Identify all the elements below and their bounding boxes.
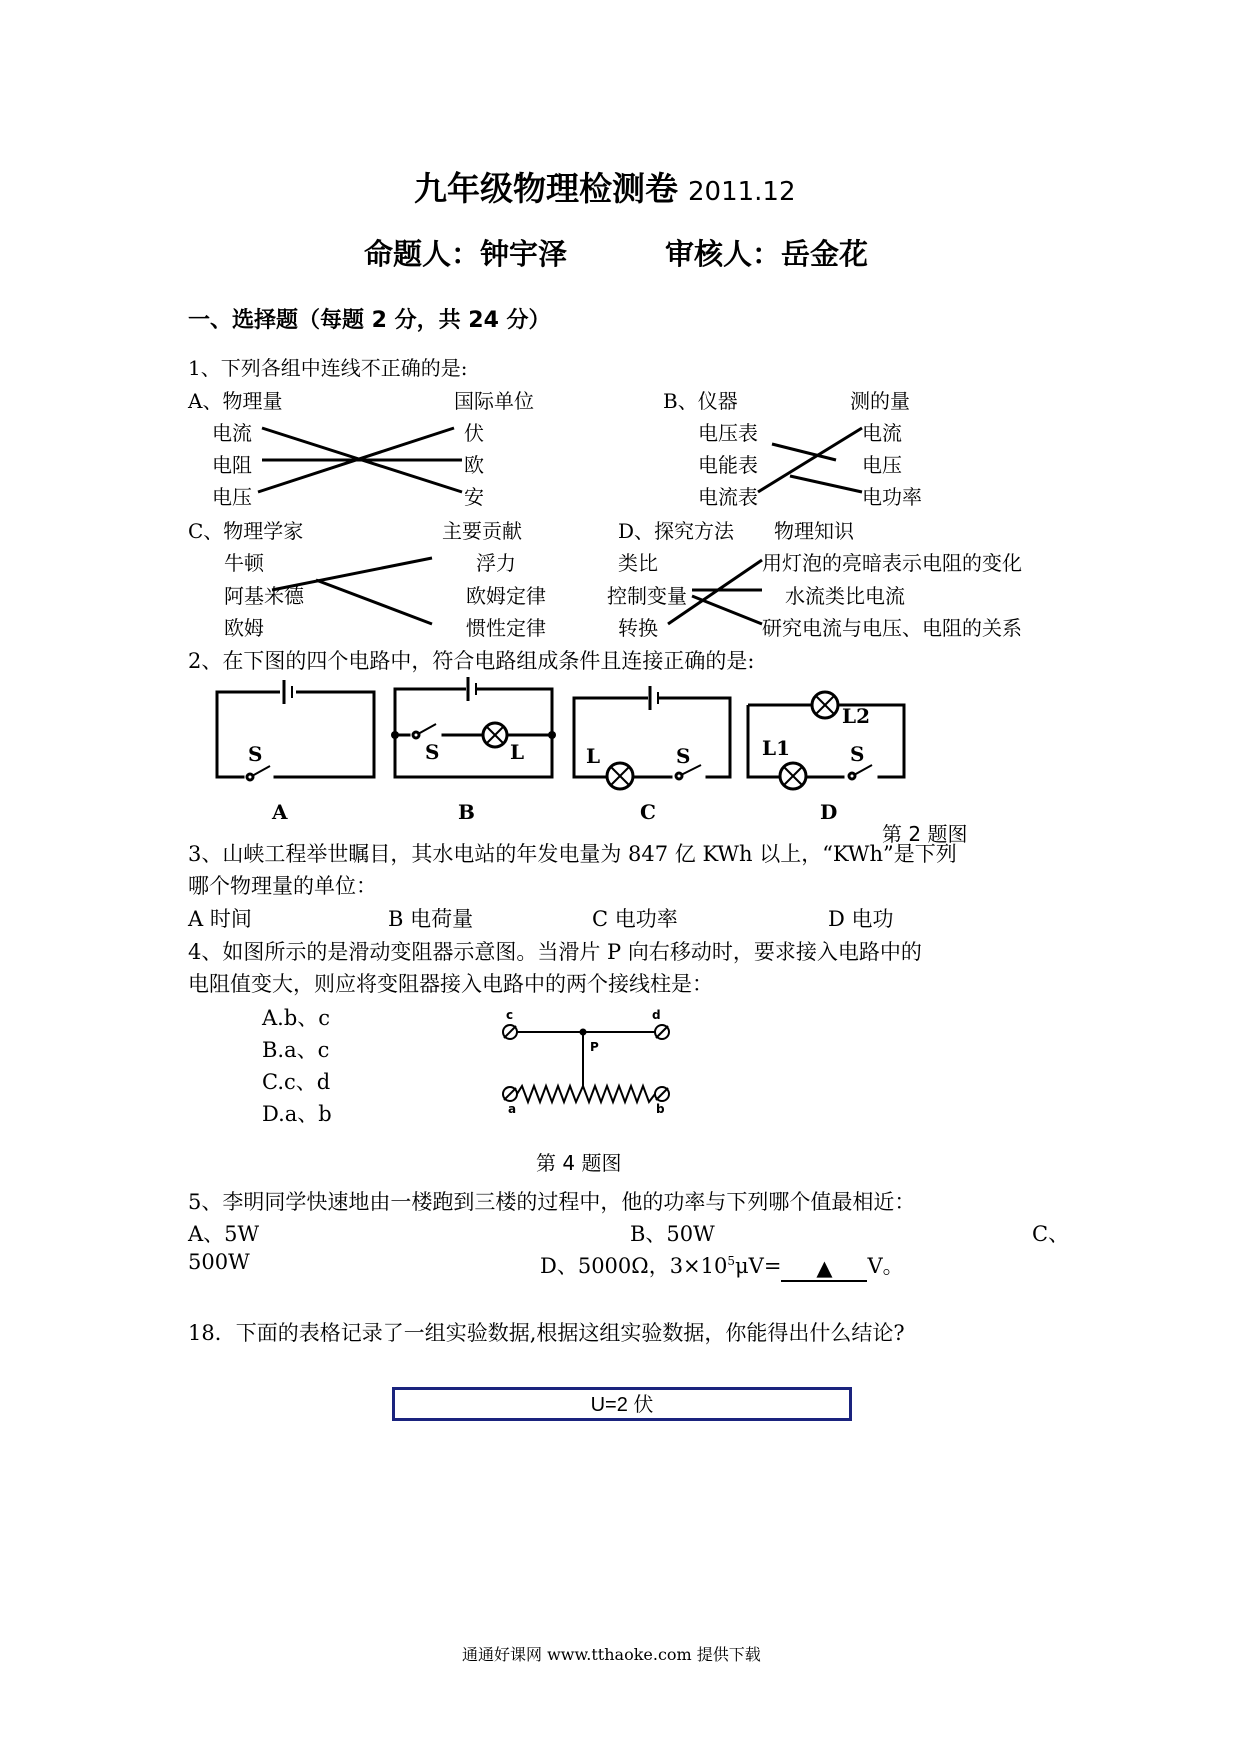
q1a-right-1: 伏 bbox=[464, 421, 484, 445]
q1b-left-2: 电能表 bbox=[698, 453, 758, 477]
q1a-header-1: A、物理量 bbox=[188, 389, 283, 413]
q1d-right-3: 研究电流与电压、电阻的关系 bbox=[762, 616, 1022, 640]
q1a-left-1: 电流 bbox=[212, 421, 252, 445]
q1c-right-1: 浮力 bbox=[476, 551, 516, 575]
q3-stem-line1: 3、山峡工程举世瞩目，其水电站的年发电量为 847 亿 KWh 以上，“KWh”是下列 bbox=[188, 842, 957, 866]
circuit-c-switch-label: S bbox=[676, 744, 691, 768]
q1b-header-1: B、仪器 bbox=[663, 389, 738, 413]
terminal-label-c: c bbox=[506, 1008, 514, 1022]
circuit-label-a: A bbox=[272, 800, 288, 824]
q1a-left-3: 电压 bbox=[212, 485, 252, 509]
circuit-c-lamp-label: L bbox=[586, 744, 601, 768]
q5-exponent: 5 bbox=[727, 1254, 736, 1268]
q2-caption: 第 2 题图 bbox=[882, 822, 968, 846]
q2-stem: 2、在下图的四个电路中，符合电路组成条件且连接正确的是: bbox=[188, 649, 755, 673]
q1a-header-2: 国际单位 bbox=[454, 389, 534, 413]
q4-stem-line2: 电阻值变大，则应将变阻器接入电路中的两个接线柱是： bbox=[188, 972, 713, 996]
q1d-header-2: 物理知识 bbox=[774, 519, 854, 543]
slider-label-p: P bbox=[590, 1040, 599, 1054]
terminal-label-d: d bbox=[652, 1008, 661, 1022]
q1d-left-3: 转换 bbox=[618, 616, 658, 640]
q5-unit: μV= bbox=[735, 1254, 782, 1278]
lamp2-letter: L2 bbox=[842, 704, 870, 728]
q5-option-a: A、5W bbox=[188, 1222, 260, 1246]
title-date: 2011.12 bbox=[688, 177, 796, 207]
answer-blank bbox=[781, 1256, 867, 1282]
terminal-label-b: b bbox=[656, 1102, 665, 1116]
q5-stem: 5、李明同学快速地由一楼跑到三楼的过程中，他的功率与下列哪个值最相近： bbox=[188, 1190, 916, 1214]
q1c-right-3: 惯性定律 bbox=[466, 616, 546, 640]
q3-option-b: B 电荷量 bbox=[388, 907, 474, 931]
circuit-d-switch-label: S bbox=[850, 742, 865, 766]
q1c-left-2: 阿基米德 bbox=[224, 584, 304, 608]
q1c-left-1: 牛顿 bbox=[224, 551, 264, 575]
q4-option-b: B.a、c bbox=[262, 1038, 330, 1062]
q4-option-a: A.b、c bbox=[262, 1006, 331, 1030]
q1a-left-2: 电阻 bbox=[212, 453, 252, 477]
title-text: 九年级物理检测卷 bbox=[414, 169, 678, 208]
q4-stem-line1: 4、如图所示的是滑动变阻器示意图。当滑片 P 向右移动时，要求接入电路中的 bbox=[188, 940, 922, 964]
q5-tail: V。 bbox=[867, 1254, 904, 1278]
q5-option-d-text: D、5000Ω，3×10 bbox=[540, 1254, 728, 1278]
terminal-label-a: a bbox=[508, 1102, 517, 1116]
resistance-coil bbox=[517, 1086, 655, 1102]
q1b-header-2: 测的量 bbox=[850, 389, 910, 413]
q3-stem-line2: 哪个物理量的单位： bbox=[188, 874, 377, 898]
circuit-label-d: D bbox=[820, 800, 838, 824]
q5-option-d bbox=[540, 1250, 904, 1280]
q1c-left-3: 欧姆 bbox=[224, 616, 264, 640]
q4-option-d: D.a、b bbox=[262, 1102, 332, 1126]
q1c-right-2: 欧姆定律 bbox=[466, 584, 546, 608]
q1a-right-2: 欧 bbox=[464, 453, 484, 477]
q1c-header-1: C、物理学家 bbox=[188, 519, 304, 543]
q1d-left-1: 类比 bbox=[618, 551, 658, 575]
q1c-header-2: 主要贡献 bbox=[442, 519, 522, 543]
q1b-right-1: 电流 bbox=[862, 421, 902, 445]
triangle-marker-icon: ▲ bbox=[816, 1256, 833, 1280]
q1-stem: 1、下列各组中连线不正确的是: bbox=[188, 356, 468, 380]
q5-option-b: B、50W bbox=[630, 1222, 715, 1246]
q1d-left-2: 控制变量 bbox=[607, 584, 687, 608]
q1b-left-1: 电压表 bbox=[698, 421, 758, 445]
reviewer-line: 审核人：岳金花 bbox=[665, 237, 869, 271]
q3-option-d: D 电功 bbox=[828, 907, 894, 931]
circuit-label-c: C bbox=[640, 800, 656, 824]
q3-option-a: A 时间 bbox=[188, 907, 252, 931]
section-heading: 一、选择题（每题 2 分，共 24 分） bbox=[188, 308, 551, 333]
q1a-right-3: 安 bbox=[464, 485, 484, 509]
footer-credit: 通通好课网 www.tthaoke.com 提供下载 bbox=[462, 1645, 761, 1664]
q1d-right-1: 用灯泡的亮暗表示电阻的变化 bbox=[762, 551, 1022, 575]
q5-option-c-cont: 500W bbox=[188, 1250, 250, 1274]
q1b-right-3: 电功率 bbox=[862, 485, 922, 509]
q4-option-c: C.c、d bbox=[262, 1070, 331, 1094]
circuit-b-lamp-label: L bbox=[510, 740, 525, 764]
q1d-header-1: D、探究方法 bbox=[618, 519, 735, 543]
author-line: 命题人：钟宇泽 bbox=[364, 237, 568, 271]
circuit-b-switch-label: S bbox=[425, 740, 440, 764]
q3-option-c: C 电功率 bbox=[592, 907, 678, 931]
q1b-left-3: 电流表 bbox=[698, 485, 758, 509]
q4-caption: 第 4 题图 bbox=[536, 1151, 622, 1175]
q1d-right-2: 水流类比电流 bbox=[785, 584, 905, 608]
lamp1-letter: L1 bbox=[762, 736, 790, 760]
q18-stem: 18．下面的表格记录了一组实验数据,根据这组实验数据，你能得出什么结论? bbox=[188, 1321, 905, 1345]
data-table-header bbox=[392, 1387, 852, 1421]
circuit-label-b: B bbox=[458, 800, 475, 824]
table-header-cell: U=2 伏 bbox=[590, 1394, 654, 1416]
q1b-right-2: 电压 bbox=[862, 453, 902, 477]
q5-option-c: C、 bbox=[1032, 1222, 1070, 1246]
circuit-a-switch-label: S bbox=[248, 742, 263, 766]
